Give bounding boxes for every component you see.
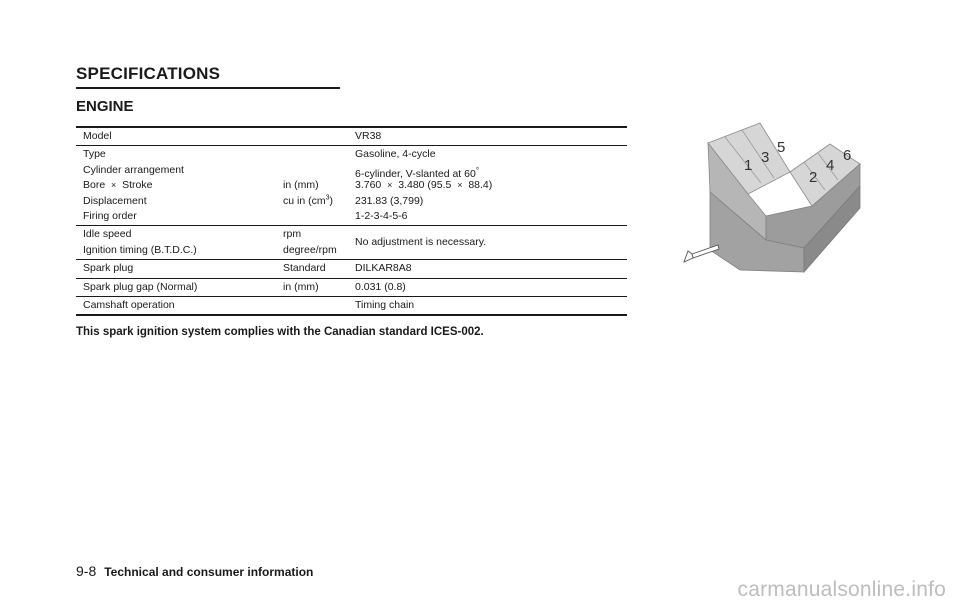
spec-unit: rpm <box>283 228 302 241</box>
table-group-general <box>76 146 627 226</box>
table-group-gap <box>76 279 627 297</box>
spec-label: Model <box>83 130 112 142</box>
cylinder-number-5: 5 <box>777 139 786 156</box>
table-row <box>76 163 627 178</box>
spec-label-bore: Bore <box>83 179 106 192</box>
watermark: carmanualsonline.info <box>737 578 946 601</box>
table-row <box>76 178 627 193</box>
spec-value-b: 3.480 (95.5 <box>398 179 452 192</box>
table-group-model <box>76 128 627 146</box>
table-row <box>76 261 627 276</box>
section-rule <box>76 87 340 89</box>
multiply-symbol: × <box>457 180 463 191</box>
spec-value: VR38 <box>355 130 382 142</box>
spec-label: Idle speed <box>83 228 132 241</box>
spec-label: Cylinder arrangement <box>83 163 184 176</box>
multiply-symbol: × <box>387 180 393 191</box>
unit-text-end: ) <box>329 194 333 207</box>
spec-label: Spark plug gap (Normal) <box>83 280 198 293</box>
spec-unit: Standard <box>283 262 326 275</box>
table-row <box>76 147 627 162</box>
spec-value-a: 3.760 <box>355 179 382 192</box>
section-title: SPECIFICATIONS <box>76 64 221 83</box>
front-direction-arrow-icon <box>684 245 719 262</box>
multiply-symbol: × <box>111 180 117 191</box>
spec-label: Type <box>83 148 106 161</box>
spec-label: Camshaft operation <box>83 298 175 311</box>
unit-text: cu in (cm <box>283 194 326 207</box>
engine-spec-table <box>76 126 627 316</box>
spec-value: No adjustment is necessary. <box>355 236 487 249</box>
spec-value-c: 88.4) <box>468 179 493 192</box>
table-group-camshaft <box>76 297 627 314</box>
cylinder-number-2: 2 <box>809 169 818 186</box>
table-row <box>76 243 627 258</box>
spec-unit: degree/rpm <box>283 243 337 256</box>
cylinder-number-3: 3 <box>761 149 770 166</box>
spec-value: Timing chain <box>355 298 415 311</box>
table-row <box>76 298 627 313</box>
spec-label: Spark plug <box>83 262 134 275</box>
cylinder-number-6: 6 <box>843 147 852 164</box>
degree-symbol: ° <box>475 165 480 175</box>
cylinder-number-1: 1 <box>744 157 753 174</box>
spec-value: 0.031 (0.8) <box>355 280 406 293</box>
table-row <box>76 194 627 209</box>
spec-unit: in (mm) <box>283 280 319 293</box>
spec-label: Firing order <box>83 209 137 222</box>
spec-label-stroke: Stroke <box>122 179 153 192</box>
unit-superscript: 3 <box>325 194 330 202</box>
spec-value: DILKAR8A8 <box>355 262 412 275</box>
engine-cylinder-diagram <box>670 120 870 280</box>
table-row <box>76 280 627 295</box>
spec-value: 1-2-3-4-5-6 <box>355 209 408 222</box>
spec-value-text: 6-cylinder, V-slanted at 60 <box>355 167 476 180</box>
spec-label: Ignition timing (B.T.D.C.) <box>83 243 197 256</box>
table-row <box>76 129 627 144</box>
page-number: 9-8 <box>76 563 97 579</box>
table-group-spark-plug <box>76 260 627 278</box>
spec-value: 231.83 (3,799) <box>355 194 424 207</box>
spec-value: Gasoline, 4-cycle <box>355 148 436 161</box>
table-row <box>76 209 627 224</box>
compliance-note: This spark ignition system complies with the Canadian standard ICES-002. <box>76 326 484 338</box>
spec-value <box>355 178 492 193</box>
table-group-idle <box>76 226 627 260</box>
cylinder-number-4: 4 <box>826 157 835 174</box>
spec-label: Displacement <box>83 194 147 207</box>
page-footer <box>76 563 313 579</box>
spec-label <box>83 178 153 193</box>
chapter-title: Technical and consumer information <box>104 565 314 579</box>
subsection-title: ENGINE <box>76 98 134 115</box>
spec-unit <box>283 194 333 209</box>
spec-unit: in (mm) <box>283 179 319 192</box>
table-row <box>76 227 627 249</box>
